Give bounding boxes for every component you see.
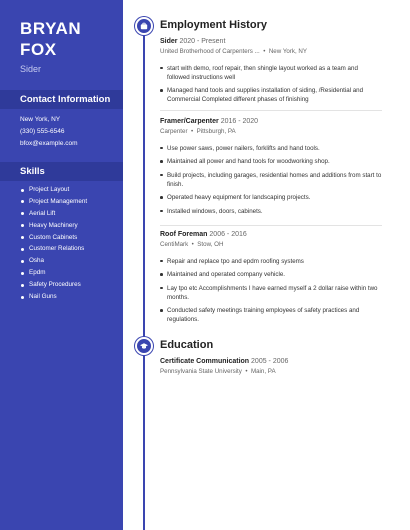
job-role: Roof Foreman [160, 231, 208, 238]
job-entry [160, 231, 382, 329]
sidebar [0, 0, 123, 530]
separator-dot: • [189, 127, 195, 135]
education-location: Main, PA [250, 367, 276, 375]
graduation-cap-icon [135, 337, 153, 355]
education-degree: Certificate Communication [160, 358, 250, 365]
skill-item: Aerial Lift [20, 208, 87, 220]
job-employer: CentiMark [160, 240, 189, 248]
contact-phone: (330) 555-6546 [20, 128, 65, 135]
job-subheader [160, 241, 382, 248]
job-bullet: Installed windows, doors, cabinets. [160, 207, 382, 216]
skill-item: Custom Cabinets [20, 232, 87, 244]
job-employer: United Brotherhood of Carpenters ... [160, 47, 260, 55]
skills-list [20, 184, 87, 303]
education-school: Pennsylvania State University [160, 367, 242, 375]
skill-item: Safety Procedures [20, 279, 87, 291]
briefcase-icon-glyph [140, 22, 148, 30]
candidate-name [20, 18, 81, 60]
job-role: Sider [160, 38, 178, 45]
job-header [160, 118, 382, 125]
job-dates: 2020 - Present [179, 38, 226, 45]
first-name: BRYAN [20, 19, 82, 38]
job-bullet: Maintained all power and hand tools for woodworking shop. [160, 157, 382, 166]
job-bullet: Repair and replace tpo and epdm roofing systems [160, 257, 382, 266]
separator-dot: • [243, 367, 250, 375]
skills-heading: Skills [0, 162, 123, 181]
briefcase-icon [135, 17, 153, 35]
employment-heading: Employment History [160, 19, 267, 31]
job-bullet: Maintained and operated company vehicle. [160, 270, 382, 279]
job-location: Stow, OH [197, 240, 224, 248]
job-bullet: Managed hand tools and supplies installation of siding, /Residential and Commercial Completed different phases of finishing [160, 86, 382, 104]
contact-email[interactable]: bfox@example.com [20, 140, 78, 147]
education-heading: Education [160, 339, 214, 351]
job-bullet: Conducted safety meetings training employees of safety practices and regulations. [160, 306, 382, 324]
timeline-line [143, 26, 145, 530]
job-bullet: start with demo, roof repair, then shingle layout worked as a team and followed instructions well [160, 64, 382, 82]
job-bullets [160, 144, 382, 216]
contact-list [20, 114, 78, 150]
job-bullet: Use power saws, power nailers, forklifts and hand tools. [160, 144, 382, 153]
job-header [160, 38, 382, 45]
job-bullet: Lay tpo etc Accomplishments I have earned myself a 2 dollar raise within two months. [160, 284, 382, 302]
job-subheader [160, 128, 382, 135]
job-divider [160, 110, 382, 111]
separator-dot: • [261, 47, 268, 55]
skill-item: Osha [20, 255, 87, 267]
job-dates: 2016 - 2020 [220, 118, 259, 125]
skill-item: Nail Guns [20, 291, 87, 303]
job-bullets [160, 64, 382, 105]
graduation-cap-icon-glyph [140, 342, 148, 350]
education-subheader [160, 368, 382, 375]
job-bullets [160, 257, 382, 325]
job-subheader [160, 48, 382, 55]
job-divider [160, 225, 382, 226]
job-bullet: Operated heavy equipment for landscaping projects. [160, 193, 382, 202]
job-entry [160, 118, 382, 220]
skill-item: Epdm [20, 267, 87, 279]
last-name: FOX [20, 40, 57, 59]
job-location: New York, NY [268, 47, 308, 55]
separator-dot: • [189, 240, 196, 248]
job-bullet: Build projects, including garages, residential homes and additions from start to finish. [160, 171, 382, 189]
contact-heading: Contact Information [0, 90, 123, 109]
job-employer: Carpenter [160, 127, 188, 135]
education-dates: 2005 - 2006 [251, 358, 289, 365]
job-role: Framer/Carpenter [160, 118, 219, 125]
job-dates: 2006 - 2016 [209, 231, 247, 238]
job-title: Sider [20, 64, 42, 74]
job-header [160, 231, 382, 238]
contact-location: New York, NY [20, 116, 61, 123]
job-entry [160, 38, 382, 109]
education-entry [160, 358, 382, 375]
skill-item: Customer Relations [20, 243, 87, 255]
skill-item: Project Layout [20, 184, 87, 196]
job-location: Pittsburgh, PA [196, 127, 236, 135]
skill-item: Heavy Machinery [20, 220, 87, 232]
education-header [160, 358, 382, 365]
skill-item: Project Management [20, 196, 87, 208]
